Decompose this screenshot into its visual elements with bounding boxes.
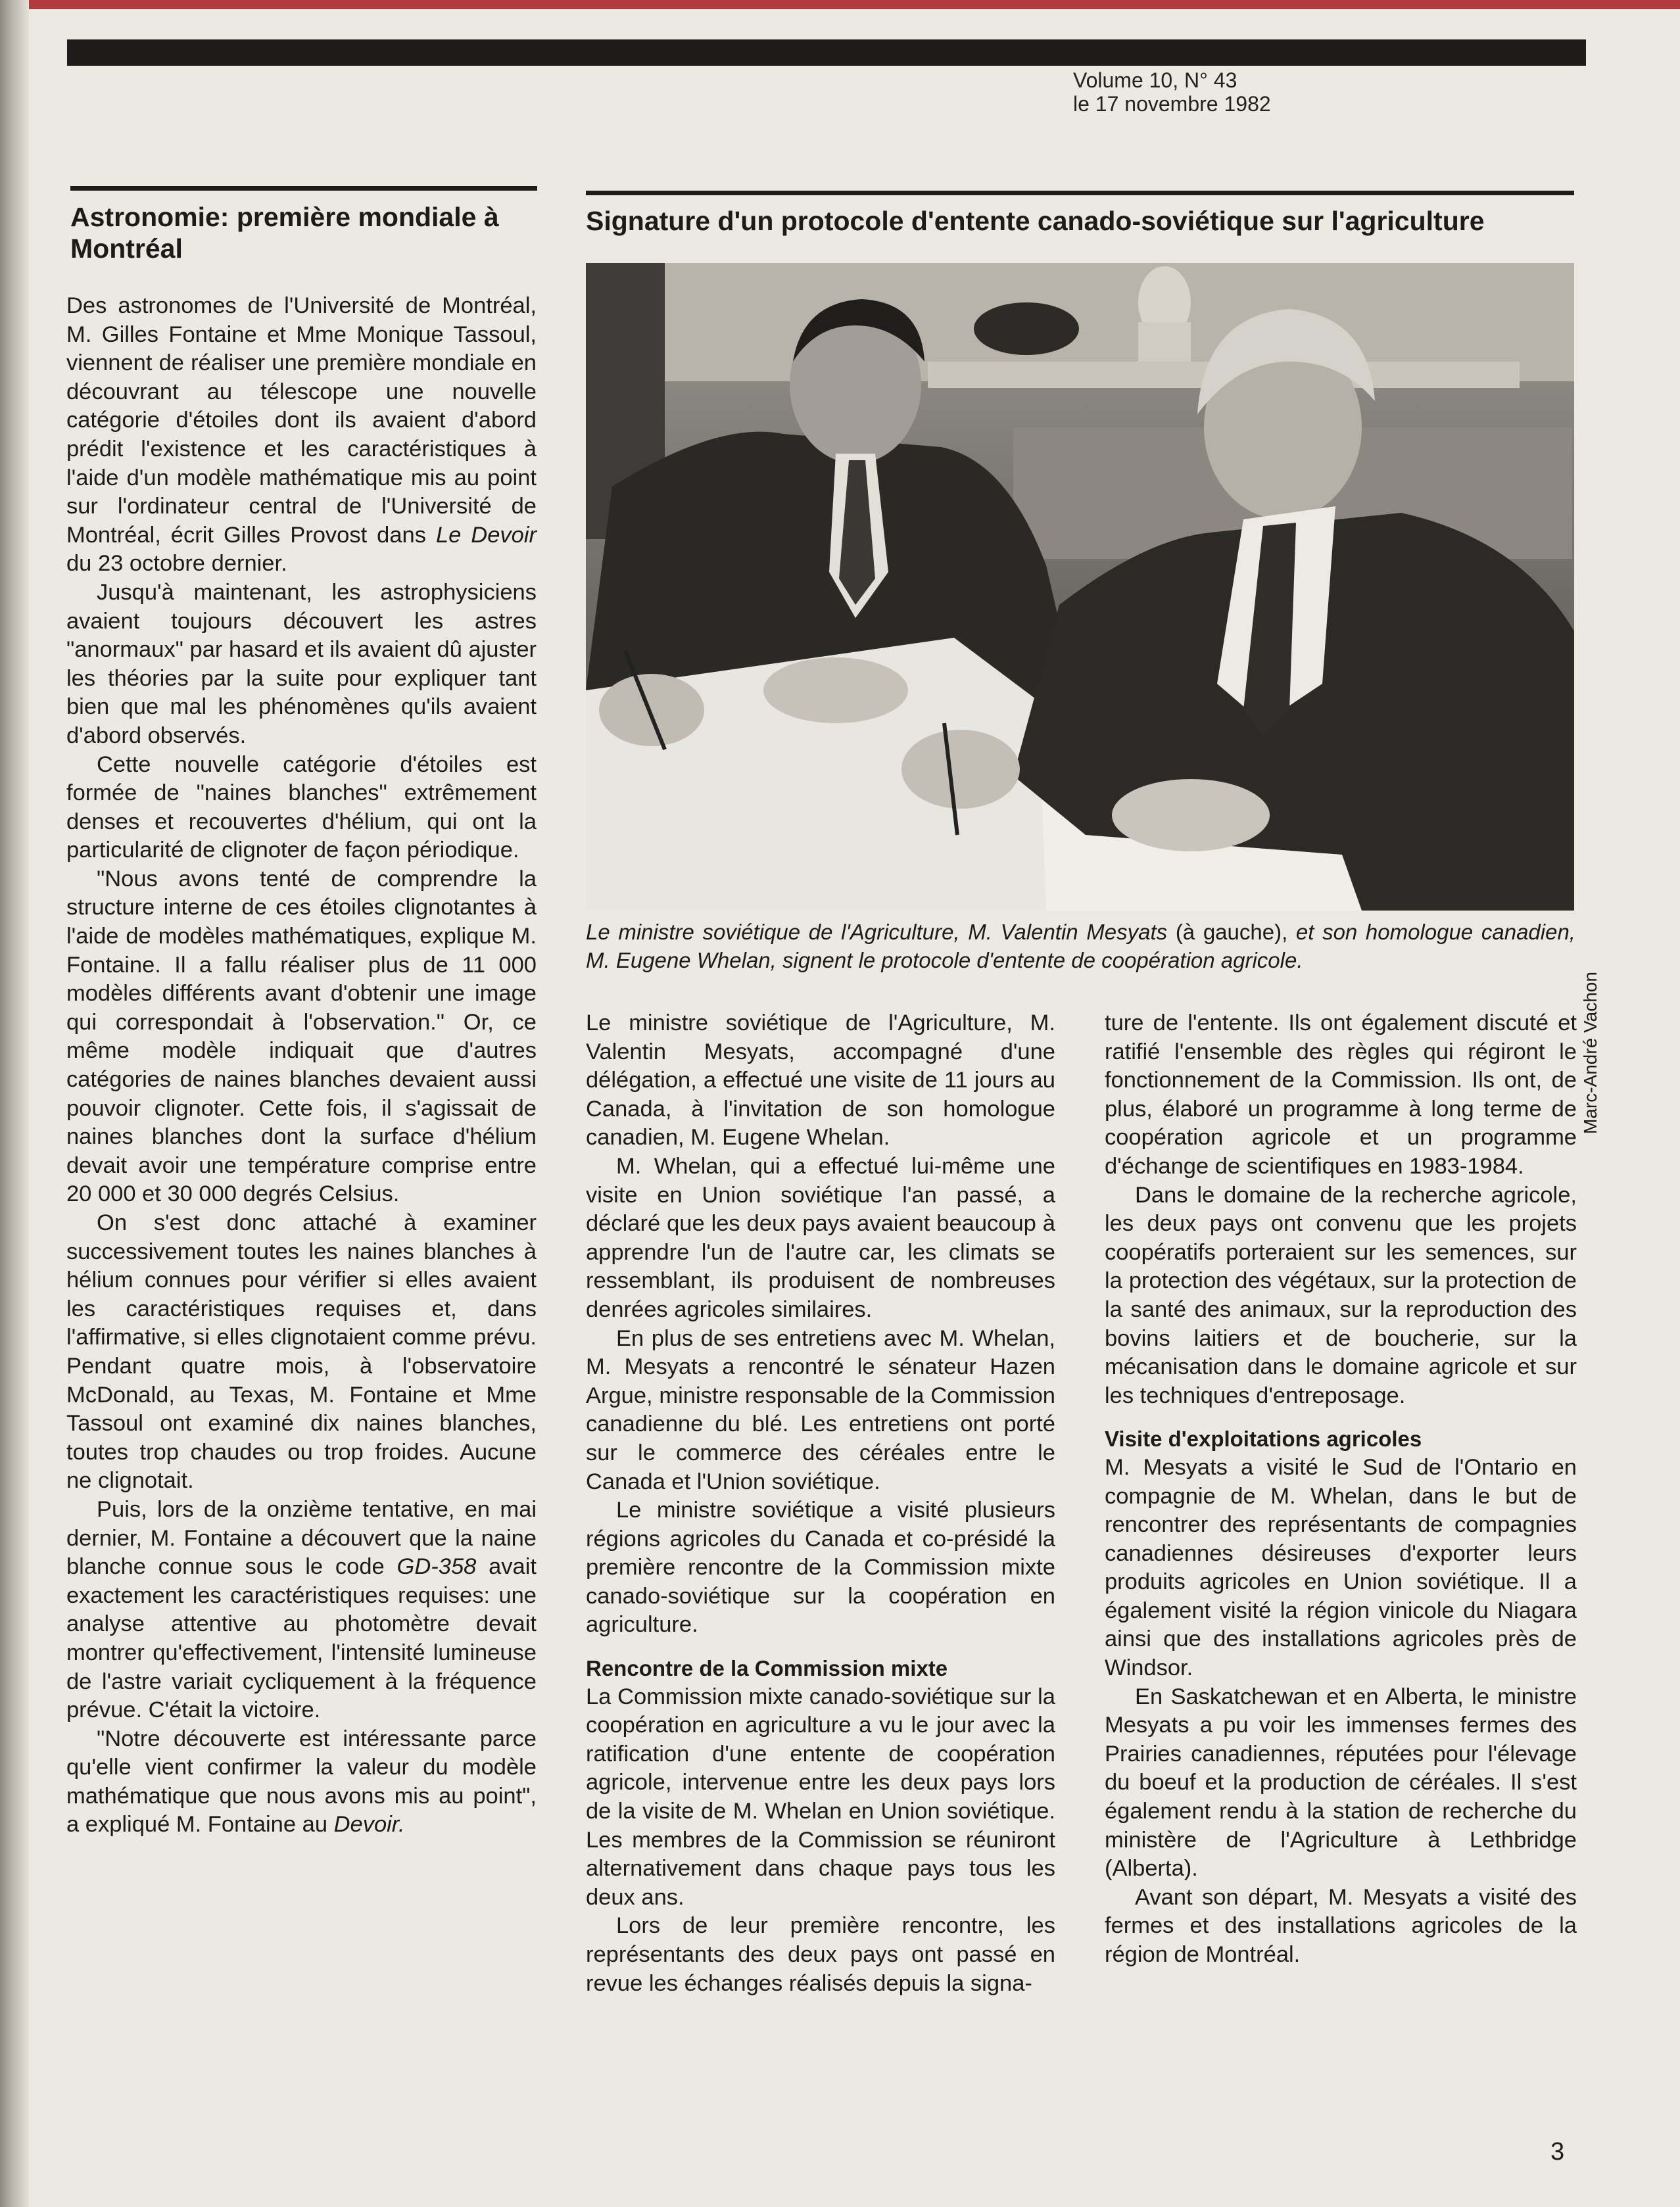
paragraph: En Saskatchewan et en Alberta, le ministre Mesyats a pu voir les immenses fermes des Prairies canadiennes, réputées pour l'élevage du boeuf et la production de céréales. Il s'est également rendu à la station de recherche du ministère de l'Agriculture à Lethbridge (Alberta). bbox=[1105, 1684, 1577, 1882]
issue-info bbox=[1073, 68, 1271, 116]
right-article-rule bbox=[586, 191, 1574, 195]
photo-illustration bbox=[586, 263, 1574, 911]
section-heading: Rencontre de la Commission mixte bbox=[586, 1656, 948, 1681]
left-article-body bbox=[66, 292, 537, 1839]
paragraph: La Commission mixte canado-soviétique sur la coopération en agriculture a vu le jour avec la ratification d'une entente de coopération agricole, intervenue entre les deux pays lors de la visite de M. Whelan en Union soviétique. Les membres de la Commission se réuniront alternativement dans chaque pays tous les deux ans. bbox=[586, 1684, 1055, 1910]
paragraph: Le ministre soviétique a visité plusieurs régions agricoles du Canada et co-présidé la première rencontre de la Commission mixte canado-soviétique sur la coopération en agriculture. bbox=[586, 1498, 1055, 1638]
paragraph: Puis, lors de la onzième tentative, en mai dernier, M. Fontaine a découvert que la naine blanche connue sous le code GD-358 avait exactement les caractéristiques requises: une analyse attentive au photomètre devait montrer qu'effectivement, l'intensité lumineuse de l'astre variait cycliquement à la fréquence prévue. C'était la victoire. bbox=[66, 1496, 537, 1723]
binding-shadow bbox=[0, 0, 29, 2207]
photo-credit: Marc-André Vachon bbox=[1580, 972, 1600, 1134]
paragraph: Jusqu'à maintenant, les astrophysiciens avaient toujours découvert les astres "anormaux" par hasard et ils avaient dû ajuster les théories par la suite pour expliquer tant bien que mal les phénomènes qu'ils avaient d'abord observés. bbox=[66, 579, 537, 748]
paragraph: Lors de leur première rencontre, les représentants des deux pays ont passé en revue les échanges réalisés depuis la signa- bbox=[586, 1913, 1055, 1996]
right-article-title: Signature d'un protocole d'entente canado-soviétique sur l'agriculture bbox=[586, 206, 1485, 236]
right-article-column-1 bbox=[586, 1009, 1055, 1998]
paragraph: Avant son départ, M. Mesyats a visité des fermes et des installations agricoles de la région de Montréal. bbox=[1105, 1884, 1577, 1967]
paragraph: Des astronomes de l'Université de Montréal, M. Gilles Fontaine et Mme Monique Tassoul, viennent de réaliser une première mondiale en découvrant au télescope une nouvelle catégorie d'étoiles dont ils avaient d'abord prédit l'existence et les caractéristiques à l'aide d'un modèle mathématique mis au point sur l'ordinateur central de l'Université de Montréal, écrit Gilles Provost dans Le Devoir du 23 octobre dernier. bbox=[66, 293, 537, 577]
volume-number: Volume 10, N° 43 bbox=[1073, 68, 1237, 92]
paragraph: "Nous avons tenté de comprendre la structure interne de ces étoiles clignotantes à l'aide de modèles mathématiques, explique M. Fontaine. Il a fallu réaliser plus de 11 000 modèles différents avant d'obtenir une image qui correspondait à l'observation." Or, ce même modèle indiquait que d'autres catégories de naines blanches devaient aussi pouvoir clignoter. Cette fois, il s'agissait de naines blanches dont la surface d'hélium devait avoir une température comprise entre 20 000 et 30 000 degrés Celsius. bbox=[66, 866, 537, 1207]
section-heading: Visite d'exploitations agricoles bbox=[1105, 1427, 1422, 1452]
page-edge-strip bbox=[0, 0, 1680, 9]
right-article-column-2 bbox=[1105, 1009, 1577, 1970]
paragraph: ture de l'entente. Ils ont également discuté et ratifié l'ensemble des règles qui régiront le fonctionnement de la Commission. Ils ont, de plus, élaboré un programme à long terme de coopération agricole et un programme d'échange de scientifiques en 1983-1984. bbox=[1105, 1010, 1577, 1179]
signing-photo bbox=[586, 263, 1574, 911]
paragraph: M. Whelan, qui a effectué lui-même une visite en Union soviétique l'an passé, a déclaré que les deux pays avaient beaucoup à apprendre l'un de l'autre car, les climats se ressemblant, ils produisent de nombreuses denrées agricoles similaires. bbox=[586, 1153, 1055, 1322]
paragraph: On s'est donc attaché à examiner successivement toutes les naines blanches à hélium connues pour vérifier si elles avaient les caractéristiques requises et, dans l'affirmative, si elles clignotaient comme prévu. Pendant quatre mois, à l'observatoire McDonald, au Texas, M. Fontaine et Mme Tassoul ont examiné dix naines blanches, toutes trop chaudes ou trop froides. Aucune ne clignotait. bbox=[66, 1210, 537, 1494]
paragraph: Le ministre soviétique de l'Agriculture, M. Valentin Mesyats, accompagné d'une délégation, a effectué une visite de 11 jours au Canada, à l'invitation de son homologue canadien, M. Eugene Whelan. bbox=[586, 1010, 1055, 1151]
header-bar bbox=[67, 39, 1586, 66]
issue-date: le 17 novembre 1982 bbox=[1073, 92, 1271, 116]
paragraph: Dans le domaine de la recherche agricole, les deux pays ont convenu que les projets coopératifs porteraient sur les semences, sur la protection des végétaux, sur la protection de la santé des animaux, sur la reproduction des bovins laitiers et de boucherie, sur la mécanisation dans le domaine agricole et sur les techniques d'entreposage. bbox=[1105, 1182, 1577, 1408]
left-article-title: Astronomie: première mondiale à Montréal bbox=[70, 202, 499, 264]
page-number: 3 bbox=[1550, 2138, 1565, 2166]
left-article-rule bbox=[70, 186, 537, 191]
paragraph: Cette nouvelle catégorie d'étoiles est formée de "naines blanches" extrêmement denses et recouvertes d'hélium, qui ont la particularité de clignoter de façon périodique. bbox=[66, 751, 537, 863]
photo-caption: Le ministre soviétique de l'Agriculture, M. Valentin Mesyats (à gauche), et son homologue canadien, M. Eugene Whelan, signent le protocole d'entente de coopération agricole. bbox=[586, 920, 1575, 972]
paragraph: "Notre découverte est intéressante parce qu'elle vient confirmer la valeur du modèle mathématique que nous avons mis au point", a expliqué M. Fontaine au Devoir. bbox=[66, 1726, 537, 1838]
paragraph: En plus de ses entretiens avec M. Whelan, M. Mesyats a rencontré le sénateur Hazen Argue, ministre responsable de la Commission canadienne du blé. Les entretiens ont porté sur le commerce des céréales entre le Canada et l'Union soviétique. bbox=[586, 1325, 1055, 1494]
paragraph: M. Mesyats a visité le Sud de l'Ontario en compagnie de M. Whelan, dans le but de rencontrer des représentants de compagnies canadiennes désireuses d'exporter leurs produits agricoles en Union soviétique. Il a également visité la région vinicole du Niagara ainsi que des installations agricoles près de Windsor. bbox=[1105, 1454, 1577, 1681]
